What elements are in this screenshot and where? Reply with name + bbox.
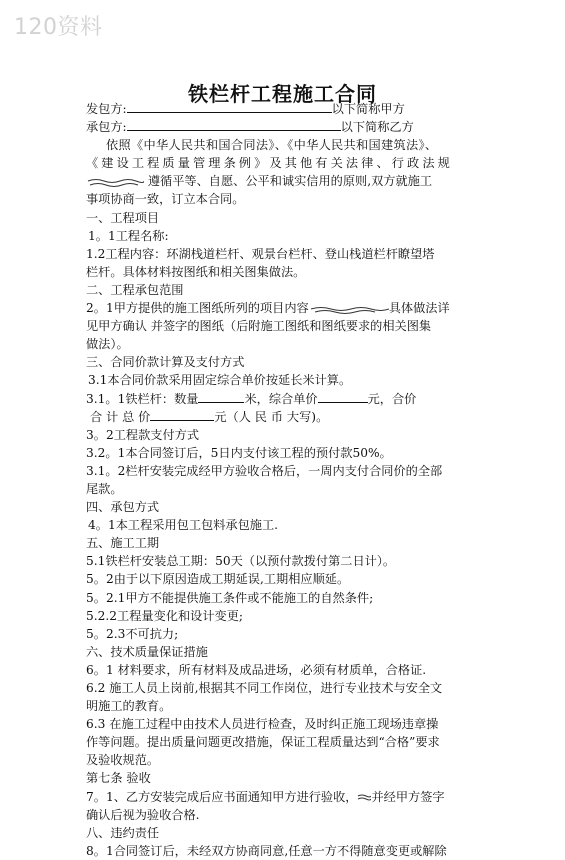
watermark: 120资料 bbox=[14, 15, 103, 40]
label: 7。1、乙方安装完成后应书面通知甲方进行验收， bbox=[86, 789, 358, 804]
text-line: 3.1本合同价款采用固定综合单价按延长米计算。 bbox=[88, 373, 352, 388]
section-heading: 三、合同价款计算及支付方式 bbox=[86, 355, 245, 370]
text-line bbox=[86, 172, 506, 190]
scribble-mark bbox=[357, 792, 371, 802]
text-line bbox=[86, 408, 506, 426]
text-line: 4。1本工程采用包工包料承包施工. bbox=[88, 518, 279, 533]
label: 以下简称乙方 bbox=[340, 120, 414, 135]
label: 元（人 民 币 大写)。 bbox=[214, 409, 329, 424]
text-line: 5。2由于以下原因造成工期延误,工期相应顺延。 bbox=[86, 572, 350, 587]
text-line: 1.2工程内容：环湖栈道栏杆、观景台栏杆、登山栈道栏杆瞭望塔 bbox=[86, 246, 435, 261]
label: 承包方: bbox=[86, 120, 127, 135]
blank-line bbox=[150, 408, 214, 421]
label: 发包方: bbox=[86, 102, 127, 116]
label: 以下简称甲方 bbox=[331, 102, 405, 116]
party-b-line bbox=[86, 118, 506, 136]
text-line bbox=[86, 390, 506, 408]
section-heading: 四、承包方式 bbox=[86, 500, 160, 515]
text-line: 5。2.3不可抗力; bbox=[86, 626, 179, 641]
text-line: 明施工的教育。 bbox=[86, 699, 172, 714]
contract-body bbox=[86, 100, 506, 860]
label: 元，合价 bbox=[367, 391, 417, 406]
text-line: 6。1 材料要求，所有材料及成品进场，必须有材质单，合格证. bbox=[86, 662, 427, 677]
section-heading: 3。2工程款支付方式 bbox=[86, 427, 200, 442]
section-heading: 八、违约责任 bbox=[86, 825, 160, 840]
scribble-mark bbox=[86, 177, 144, 187]
text-line: 确认后视为验收合格. bbox=[86, 807, 200, 822]
blank-line bbox=[318, 390, 368, 403]
text-line: 3.2。1本合同签订后，5日内支付该工程的预付款50%。 bbox=[86, 445, 392, 460]
section-heading: 第七条 验收 bbox=[86, 771, 151, 786]
label: 3.1。1铁栏杆：数量 bbox=[86, 391, 199, 406]
page-title: 铁栏杆工程施工合同 bbox=[188, 82, 377, 106]
text-line: 5。2.1甲方不能提供施工条件或不能施工的自然条件; bbox=[86, 590, 374, 605]
text-line: 6.2 施工人员上岗前,根据其不同工作岗位，进行专业技术与安全文 bbox=[86, 681, 443, 695]
text-line bbox=[86, 788, 506, 806]
text-line bbox=[86, 299, 506, 317]
label: 遵循平等、自愿、公平和诚实信用的原则,双方就施工 bbox=[147, 174, 433, 189]
text-line: 1。1工程名称: bbox=[88, 228, 169, 243]
label: 并经甲方签字 bbox=[371, 789, 445, 804]
text-line: 5.1铁栏杆安装总工期：50天（以预付款拨付第二日计）。 bbox=[86, 554, 396, 569]
text-line: 见甲方确认 并签字的图纸（后附施工图纸和图纸要求的相关图集 bbox=[86, 319, 432, 334]
section-heading: 一、工程项目 bbox=[86, 210, 160, 225]
blank-line bbox=[127, 100, 332, 113]
text-line: 事项协商一致，订立本合同。 bbox=[86, 192, 245, 207]
text-line: 做法）。 bbox=[86, 337, 129, 352]
label: 米，综合单价 bbox=[244, 391, 318, 406]
text-line: 作等问题。提出质量问题更改措施，保证工程质量达到“合格”要求 bbox=[86, 735, 440, 750]
text-line: 依照《中华人民共和国合同法》、《中华人民共和国建筑法》、 bbox=[106, 138, 438, 153]
label: 2。1甲方提供的施工图纸所列的项目内容 bbox=[86, 301, 309, 316]
text-line: 《建设工程质量管理条例》及其他有关法律、行政法规 bbox=[86, 156, 453, 171]
text-line: 栏杆。具体材料按图纸和相关图集做法。 bbox=[86, 264, 306, 279]
text-line: 8。1合同签订后，未经双方协商同意,任意一方不得随意变更或解除 bbox=[86, 843, 447, 858]
text-line: 尾款。 bbox=[86, 481, 123, 496]
blank-line bbox=[198, 390, 244, 403]
text-line: 6.3 在施工过程中由技术人员进行检查，及时纠正施工现场违章操 bbox=[86, 717, 439, 732]
blank-line bbox=[127, 118, 341, 131]
section-heading: 五、施工工期 bbox=[86, 536, 160, 551]
label: 具体做法详 bbox=[388, 301, 450, 316]
section-heading: 二、工程承包范围 bbox=[86, 282, 184, 297]
text-line: 及验收规范。 bbox=[86, 753, 160, 768]
text-line: 5.2.2工程量变化和设计变更; bbox=[86, 608, 243, 623]
scribble-mark bbox=[309, 304, 389, 314]
text-line: 3.1。2栏杆安装完成经甲方验收合格后，一周内支付合同价的全部 bbox=[86, 463, 443, 478]
label: 合 计 总 价 bbox=[90, 409, 151, 424]
party-a-line bbox=[86, 100, 506, 118]
section-heading: 六、技术质量保证措施 bbox=[86, 644, 208, 659]
